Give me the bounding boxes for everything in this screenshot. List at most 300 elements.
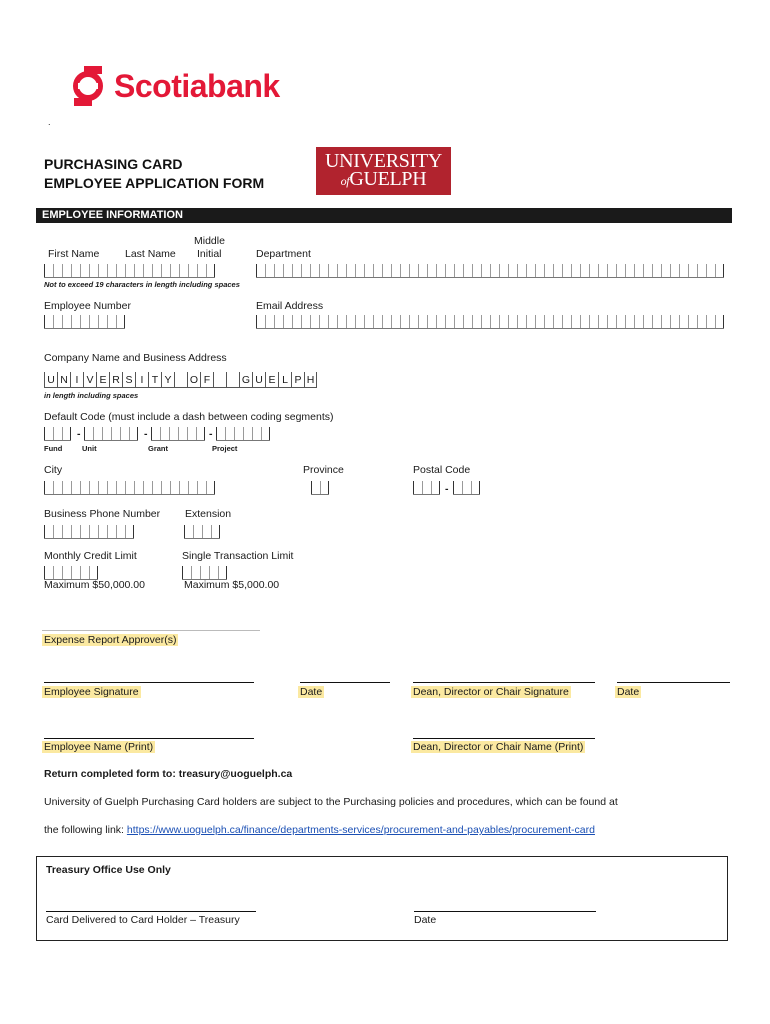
scotiabank-logo-icon xyxy=(68,66,108,106)
employee-number-input-boxes[interactable] xyxy=(44,315,125,329)
treasury-date-line[interactable] xyxy=(414,911,596,912)
input-cell[interactable] xyxy=(107,525,116,538)
input-cell[interactable] xyxy=(418,315,427,328)
company-letter-box[interactable]: N xyxy=(57,372,70,388)
city-input-boxes[interactable] xyxy=(44,481,215,495)
input-cell[interactable] xyxy=(80,264,89,277)
input-cell[interactable] xyxy=(151,427,160,440)
input-cell[interactable] xyxy=(526,264,535,277)
input-cell[interactable] xyxy=(62,427,71,440)
extension-label: Extension xyxy=(185,508,232,520)
input-cell[interactable] xyxy=(98,481,107,494)
treasury-office-box xyxy=(36,856,728,941)
input-cell[interactable] xyxy=(182,566,191,579)
company-letter-box[interactable] xyxy=(226,372,239,388)
company-letter-box[interactable]: R xyxy=(109,372,122,388)
input-cell[interactable] xyxy=(89,525,98,538)
company-letter-box[interactable]: E xyxy=(265,372,278,388)
company-letter-box[interactable]: S xyxy=(122,372,135,388)
email-address-label: Email Address xyxy=(256,300,324,312)
input-cell[interactable] xyxy=(44,481,53,494)
input-cell[interactable] xyxy=(422,481,431,494)
input-cell[interactable] xyxy=(715,315,724,328)
input-cell[interactable] xyxy=(261,427,270,440)
input-cell[interactable] xyxy=(161,264,170,277)
input-cell[interactable] xyxy=(252,427,261,440)
project-label: Project xyxy=(212,444,238,453)
input-cell[interactable] xyxy=(499,264,508,277)
input-cell[interactable] xyxy=(571,264,580,277)
unit-code-boxes[interactable] xyxy=(84,427,138,441)
grant-label: Grant xyxy=(148,444,169,453)
treasury-title: Treasury Office Use Only xyxy=(46,864,171,876)
input-cell[interactable] xyxy=(143,481,152,494)
input-cell[interactable] xyxy=(346,315,355,328)
company-letter-box[interactable]: F xyxy=(200,372,213,388)
extension-boxes[interactable] xyxy=(184,525,220,539)
input-cell[interactable] xyxy=(283,264,292,277)
input-cell[interactable] xyxy=(598,315,607,328)
input-cell[interactable] xyxy=(427,315,436,328)
input-cell[interactable] xyxy=(481,315,490,328)
input-cell[interactable] xyxy=(436,315,445,328)
input-cell[interactable] xyxy=(152,481,161,494)
input-cell[interactable] xyxy=(44,315,53,328)
input-cell[interactable] xyxy=(301,315,310,328)
department-input-boxes[interactable] xyxy=(256,264,724,278)
input-cell[interactable] xyxy=(436,264,445,277)
unit-label: Unit xyxy=(82,444,97,453)
input-cell[interactable] xyxy=(116,264,125,277)
input-cell[interactable] xyxy=(216,427,225,440)
date1-line[interactable] xyxy=(300,682,390,683)
input-cell[interactable] xyxy=(89,315,98,328)
input-cell[interactable] xyxy=(346,264,355,277)
first-name-label: First Name xyxy=(48,248,100,260)
input-cell[interactable] xyxy=(652,315,661,328)
company-letter-box[interactable]: U xyxy=(44,372,57,388)
input-cell[interactable] xyxy=(625,264,634,277)
input-cell[interactable] xyxy=(580,315,589,328)
input-cell[interactable] xyxy=(102,427,111,440)
input-cell[interactable] xyxy=(292,264,301,277)
input-cell[interactable] xyxy=(125,525,134,538)
input-cell[interactable] xyxy=(191,566,200,579)
input-cell[interactable] xyxy=(418,264,427,277)
input-cell[interactable] xyxy=(409,264,418,277)
input-cell[interactable] xyxy=(320,481,329,494)
input-cell[interactable] xyxy=(562,264,571,277)
input-cell[interactable] xyxy=(715,264,724,277)
input-cell[interactable] xyxy=(53,566,62,579)
input-cell[interactable] xyxy=(517,315,526,328)
province-label: Province xyxy=(303,464,344,476)
input-cell[interactable] xyxy=(625,315,634,328)
company-letter-box[interactable]: H xyxy=(304,372,317,388)
input-cell[interactable] xyxy=(62,315,71,328)
treasury-date-label: Date xyxy=(414,914,437,926)
max-monthly-text: Maximum $50,000.00 xyxy=(44,579,145,591)
input-cell[interactable] xyxy=(89,481,98,494)
input-cell[interactable] xyxy=(535,264,544,277)
input-cell[interactable] xyxy=(120,427,129,440)
input-cell[interactable] xyxy=(206,481,215,494)
input-cell[interactable] xyxy=(688,264,697,277)
input-cell[interactable] xyxy=(71,566,80,579)
input-cell[interactable] xyxy=(53,427,62,440)
procurement-card-link[interactable]: https://www.uoguelph.ca/finance/departments-services/procurement-and-payables/procurement-card xyxy=(126,824,595,836)
input-cell[interactable] xyxy=(89,566,98,579)
input-cell[interactable] xyxy=(125,481,134,494)
company-address-label: Company Name and Business Address xyxy=(44,352,227,364)
default-code-label: Default Code (must include a dash between coding segments) xyxy=(44,411,334,423)
employee-name-label: Employee Name (Print) xyxy=(44,741,154,753)
input-cell[interactable] xyxy=(53,481,62,494)
input-cell[interactable] xyxy=(661,315,670,328)
input-cell[interactable] xyxy=(310,264,319,277)
input-cell[interactable] xyxy=(188,481,197,494)
input-cell[interactable] xyxy=(44,264,53,277)
input-cell[interactable] xyxy=(688,315,697,328)
postal-second-boxes[interactable] xyxy=(453,481,480,495)
input-cell[interactable] xyxy=(107,315,116,328)
input-cell[interactable] xyxy=(652,264,661,277)
input-cell[interactable] xyxy=(169,427,178,440)
card-delivered-label: Card Delivered to Card Holder – Treasury xyxy=(46,914,240,926)
input-cell[interactable] xyxy=(98,525,107,538)
input-cell[interactable] xyxy=(453,481,462,494)
input-cell[interactable] xyxy=(218,566,227,579)
dean-signature-line[interactable] xyxy=(413,682,595,683)
expense-approver-line[interactable] xyxy=(42,630,260,631)
input-cell[interactable] xyxy=(243,427,252,440)
card-delivered-line[interactable] xyxy=(46,911,256,912)
input-cell[interactable] xyxy=(490,315,499,328)
input-cell[interactable] xyxy=(544,315,553,328)
input-cell[interactable] xyxy=(196,427,205,440)
input-cell[interactable] xyxy=(373,264,382,277)
input-cell[interactable] xyxy=(311,481,320,494)
department-label: Department xyxy=(256,248,311,260)
input-cell[interactable] xyxy=(431,481,440,494)
input-cell[interactable] xyxy=(80,566,89,579)
input-cell[interactable] xyxy=(53,264,62,277)
input-cell[interactable] xyxy=(200,566,209,579)
date1-label: Date xyxy=(300,686,323,698)
monthly-credit-limit-label: Monthly Credit Limit xyxy=(44,550,137,562)
input-cell[interactable] xyxy=(84,427,93,440)
date2-label: Date xyxy=(617,686,640,698)
input-cell[interactable] xyxy=(93,427,102,440)
employee-signature-line[interactable] xyxy=(44,682,254,683)
input-cell[interactable] xyxy=(134,481,143,494)
input-cell[interactable] xyxy=(170,264,179,277)
input-cell[interactable] xyxy=(256,315,265,328)
input-cell[interactable] xyxy=(71,264,80,277)
input-cell[interactable] xyxy=(80,315,89,328)
input-cell[interactable] xyxy=(319,315,328,328)
last-name-label: Last Name xyxy=(125,248,176,260)
fund-label: Fund xyxy=(44,444,63,453)
input-cell[interactable] xyxy=(179,481,188,494)
business-phone-boxes[interactable] xyxy=(44,525,134,539)
form-title-line2: EMPLOYEE APPLICATION FORM xyxy=(44,175,265,191)
input-cell[interactable] xyxy=(265,264,274,277)
form-title-line1: PURCHASING CARD xyxy=(44,156,183,172)
email-input-boxes[interactable] xyxy=(256,315,724,329)
company-name-letter-boxes[interactable] xyxy=(44,372,317,388)
input-cell[interactable] xyxy=(143,264,152,277)
stray-dot: . xyxy=(48,117,51,127)
expense-approver-label: Expense Report Approver(s) xyxy=(44,634,177,646)
input-cell[interactable] xyxy=(292,315,301,328)
university-logo-of: of xyxy=(340,174,350,188)
input-cell[interactable] xyxy=(400,264,409,277)
input-cell[interactable] xyxy=(517,264,526,277)
input-cell[interactable] xyxy=(463,315,472,328)
project-code-boxes[interactable] xyxy=(216,427,270,441)
company-letter-box[interactable]: G xyxy=(239,372,252,388)
input-cell[interactable] xyxy=(62,481,71,494)
single-limit-boxes[interactable] xyxy=(182,566,227,580)
input-cell[interactable] xyxy=(197,481,206,494)
company-letter-box[interactable]: I xyxy=(70,372,83,388)
postal-code-label: Postal Code xyxy=(413,464,471,476)
business-phone-label: Business Phone Number xyxy=(44,508,161,520)
input-cell[interactable] xyxy=(161,481,170,494)
input-cell[interactable] xyxy=(319,264,328,277)
input-cell[interactable] xyxy=(706,315,715,328)
input-cell[interactable] xyxy=(62,264,71,277)
input-cell[interactable] xyxy=(71,315,80,328)
input-cell[interactable] xyxy=(301,264,310,277)
input-cell[interactable] xyxy=(80,481,89,494)
dean-name-line[interactable] xyxy=(413,738,595,739)
input-cell[interactable] xyxy=(472,315,481,328)
input-cell[interactable] xyxy=(670,315,679,328)
input-cell[interactable] xyxy=(634,315,643,328)
input-cell[interactable] xyxy=(310,315,319,328)
input-cell[interactable] xyxy=(71,481,80,494)
input-cell[interactable] xyxy=(607,315,616,328)
input-cell[interactable] xyxy=(553,264,562,277)
company-length-note: in length including spaces xyxy=(44,391,139,400)
postal-dash: - xyxy=(445,483,449,495)
input-cell[interactable] xyxy=(89,264,98,277)
input-cell[interactable] xyxy=(225,427,234,440)
company-letter-box[interactable]: O xyxy=(187,372,200,388)
input-cell[interactable] xyxy=(129,427,138,440)
company-letter-box[interactable]: V xyxy=(83,372,96,388)
input-cell[interactable] xyxy=(445,264,454,277)
input-cell[interactable] xyxy=(382,315,391,328)
input-cell[interactable] xyxy=(274,264,283,277)
input-cell[interactable] xyxy=(44,525,53,538)
section-employee-information: EMPLOYEE INFORMATION xyxy=(36,208,732,223)
input-cell[interactable] xyxy=(616,264,625,277)
input-cell[interactable] xyxy=(454,264,463,277)
input-cell[interactable] xyxy=(589,264,598,277)
input-cell[interactable] xyxy=(197,264,206,277)
input-cell[interactable] xyxy=(607,264,616,277)
input-cell[interactable] xyxy=(589,315,598,328)
postal-first-boxes[interactable] xyxy=(413,481,440,495)
input-cell[interactable] xyxy=(697,315,706,328)
input-cell[interactable] xyxy=(187,427,196,440)
input-cell[interactable] xyxy=(382,264,391,277)
input-cell[interactable] xyxy=(643,264,652,277)
company-letter-box[interactable]: L xyxy=(278,372,291,388)
input-cell[interactable] xyxy=(571,315,580,328)
code-dash-2: - xyxy=(144,428,148,440)
dean-name-label: Dean, Director or Chair Name (Print) xyxy=(413,741,584,753)
name-length-note: Not to exceed 19 characters in length including spaces xyxy=(44,280,240,289)
input-cell[interactable] xyxy=(598,264,607,277)
middle-label: Middle xyxy=(194,235,225,247)
input-cell[interactable] xyxy=(454,315,463,328)
input-cell[interactable] xyxy=(328,315,337,328)
input-cell[interactable] xyxy=(391,264,400,277)
input-cell[interactable] xyxy=(634,264,643,277)
input-cell[interactable] xyxy=(670,264,679,277)
input-cell[interactable] xyxy=(202,525,211,538)
input-cell[interactable] xyxy=(98,315,107,328)
code-dash-3: - xyxy=(209,428,213,440)
input-cell[interactable] xyxy=(234,427,243,440)
input-cell[interactable] xyxy=(472,264,481,277)
input-cell[interactable] xyxy=(490,264,499,277)
input-cell[interactable] xyxy=(170,481,179,494)
company-letter-box[interactable] xyxy=(213,372,226,388)
single-transaction-limit-label: Single Transaction Limit xyxy=(182,550,294,562)
input-cell[interactable] xyxy=(364,264,373,277)
input-cell[interactable] xyxy=(53,525,62,538)
company-letter-box[interactable] xyxy=(174,372,187,388)
input-cell[interactable] xyxy=(178,427,187,440)
input-cell[interactable] xyxy=(463,264,472,277)
input-cell[interactable] xyxy=(445,315,454,328)
code-dash-1: - xyxy=(77,428,81,440)
input-cell[interactable] xyxy=(44,566,53,579)
input-cell[interactable] xyxy=(134,264,143,277)
input-cell[interactable] xyxy=(679,315,688,328)
input-cell[interactable] xyxy=(481,264,490,277)
input-cell[interactable] xyxy=(400,315,409,328)
input-cell[interactable] xyxy=(179,264,188,277)
input-cell[interactable] xyxy=(697,264,706,277)
input-cell[interactable] xyxy=(462,481,471,494)
province-input-boxes[interactable] xyxy=(311,481,329,495)
company-letter-box[interactable]: E xyxy=(96,372,109,388)
bank-name: Scotiabank xyxy=(114,68,280,104)
grant-code-boxes[interactable] xyxy=(151,427,205,441)
input-cell[interactable] xyxy=(111,427,120,440)
input-cell[interactable] xyxy=(283,315,292,328)
input-cell[interactable] xyxy=(535,315,544,328)
input-cell[interactable] xyxy=(62,566,71,579)
input-cell[interactable] xyxy=(580,264,589,277)
return-instructions: Return completed form to: treasury@uoguelph.ca xyxy=(44,768,293,780)
company-letter-box[interactable]: P xyxy=(291,372,304,388)
input-cell[interactable] xyxy=(355,264,364,277)
input-cell[interactable] xyxy=(184,525,193,538)
input-cell[interactable] xyxy=(508,315,517,328)
date2-line[interactable] xyxy=(617,682,730,683)
input-cell[interactable] xyxy=(160,427,169,440)
input-cell[interactable] xyxy=(562,315,571,328)
input-cell[interactable] xyxy=(265,315,274,328)
input-cell[interactable] xyxy=(508,264,517,277)
input-cell[interactable] xyxy=(616,315,625,328)
input-cell[interactable] xyxy=(107,481,116,494)
input-cell[interactable] xyxy=(116,315,125,328)
input-cell[interactable] xyxy=(409,315,418,328)
input-cell[interactable] xyxy=(211,525,220,538)
company-letter-box[interactable]: I xyxy=(135,372,148,388)
input-cell[interactable] xyxy=(62,525,71,538)
name-input-boxes[interactable] xyxy=(44,264,215,278)
monthly-limit-boxes[interactable] xyxy=(44,566,98,580)
input-cell[interactable] xyxy=(526,315,535,328)
input-cell[interactable] xyxy=(413,481,422,494)
input-cell[interactable] xyxy=(337,315,346,328)
input-cell[interactable] xyxy=(71,525,80,538)
input-cell[interactable] xyxy=(209,566,218,579)
input-cell[interactable] xyxy=(355,315,364,328)
initial-label: Initial xyxy=(197,248,222,260)
input-cell[interactable] xyxy=(98,264,107,277)
input-cell[interactable] xyxy=(44,427,53,440)
input-cell[interactable] xyxy=(679,264,688,277)
input-cell[interactable] xyxy=(125,264,134,277)
input-cell[interactable] xyxy=(206,264,215,277)
input-cell[interactable] xyxy=(499,315,508,328)
input-cell[interactable] xyxy=(427,264,436,277)
input-cell[interactable] xyxy=(553,315,562,328)
city-label: City xyxy=(44,464,63,476)
company-letter-box[interactable]: T xyxy=(148,372,161,388)
input-cell[interactable] xyxy=(328,264,337,277)
fund-code-boxes[interactable] xyxy=(44,427,71,441)
link-prefix: the following link: xyxy=(44,824,127,836)
employee-name-line[interactable] xyxy=(44,738,254,739)
input-cell[interactable] xyxy=(643,315,652,328)
input-cell[interactable] xyxy=(116,525,125,538)
employee-number-label: Employee Number xyxy=(44,300,131,312)
input-cell[interactable] xyxy=(53,315,62,328)
input-cell[interactable] xyxy=(116,481,125,494)
input-cell[interactable] xyxy=(471,481,480,494)
input-cell[interactable] xyxy=(256,264,265,277)
input-cell[interactable] xyxy=(661,264,670,277)
input-cell[interactable] xyxy=(706,264,715,277)
input-cell[interactable] xyxy=(544,264,553,277)
input-cell[interactable] xyxy=(80,525,89,538)
company-letter-box[interactable]: Y xyxy=(161,372,174,388)
input-cell[interactable] xyxy=(274,315,283,328)
input-cell[interactable] xyxy=(391,315,400,328)
university-logo-line1: UNIVERSITY xyxy=(325,150,442,172)
input-cell[interactable] xyxy=(373,315,382,328)
input-cell[interactable] xyxy=(152,264,161,277)
company-letter-box[interactable]: U xyxy=(252,372,265,388)
input-cell[interactable] xyxy=(193,525,202,538)
input-cell[interactable] xyxy=(188,264,197,277)
input-cell[interactable] xyxy=(364,315,373,328)
input-cell[interactable] xyxy=(107,264,116,277)
input-cell[interactable] xyxy=(337,264,346,277)
dean-signature-label: Dean, Director or Chair Signature xyxy=(413,686,569,698)
